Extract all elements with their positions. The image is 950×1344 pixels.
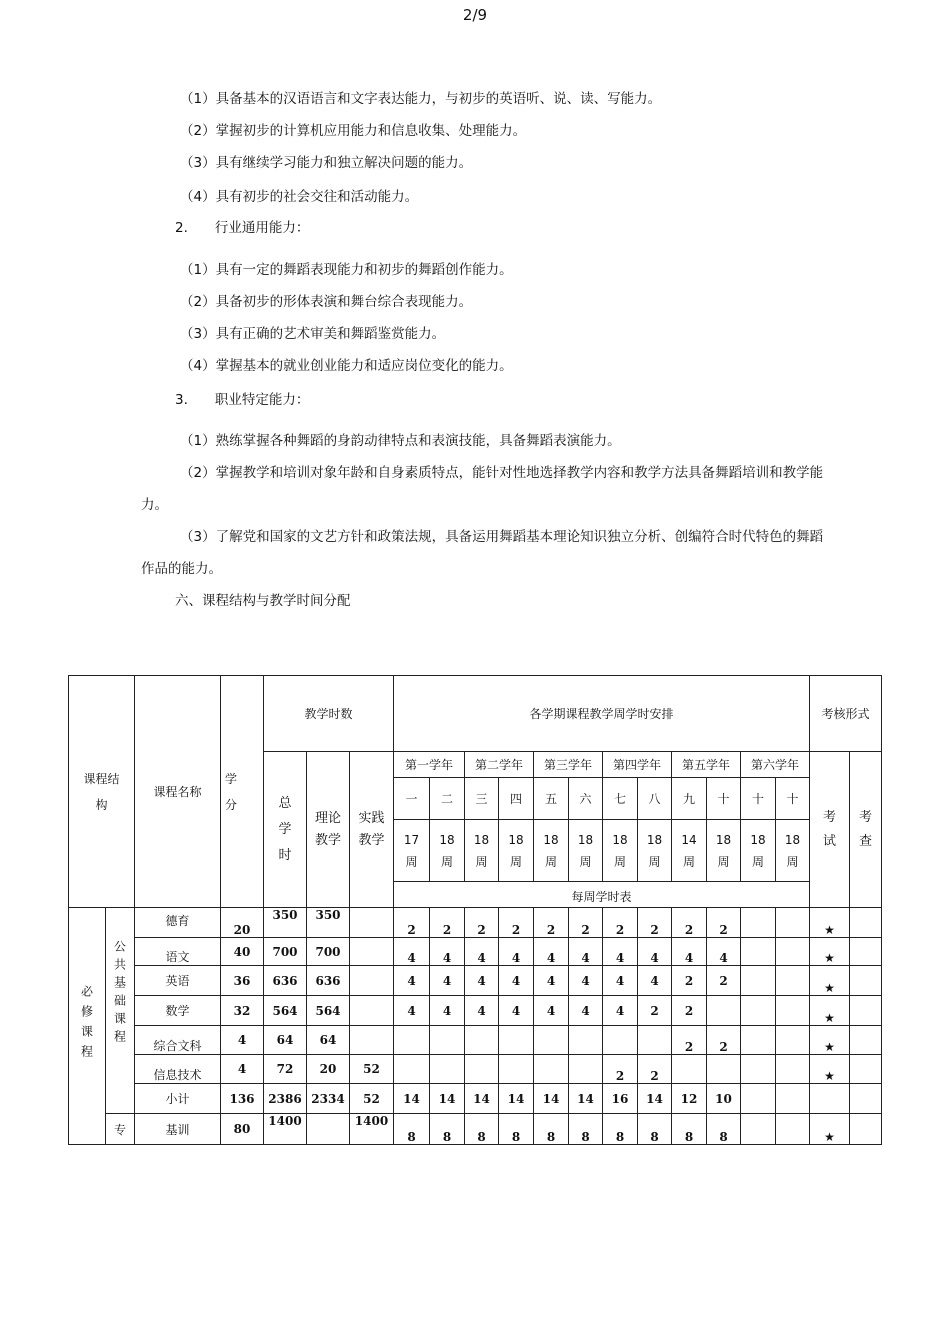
credits-cell: 80 [221,1114,264,1145]
header-check: 考查 [850,752,882,908]
term-hours-cell [465,1026,499,1055]
credits-cell: 4 [221,1026,264,1055]
paragraph-line: （4）掌握基本的就业创业能力和适应岗位变化的能力。 [180,358,513,374]
term-hours-cell: 2 [638,908,672,938]
credits-cell: 4 [221,1055,264,1084]
term-hours-cell: 4 [638,938,672,966]
exam-mark: ★ [810,908,850,938]
paragraph-line: （3）了解党和国家的文艺方针和政策法规，具备运用舞蹈基本理论知识独立分析、创编符合时代特色的舞蹈 [180,529,824,545]
paragraph-line: 力。 [141,497,168,513]
theory-hours-cell: 564 [307,996,350,1026]
term-cell: 七 [603,778,638,820]
term-hours-cell [499,1055,534,1084]
category-required: 必修课程 [69,908,106,1145]
term-hours-cell [430,1026,465,1055]
term-hours-cell: 2 [603,908,638,938]
term-hours-cell [776,966,810,996]
term-cell: 十 [776,778,810,820]
term-hours-cell [603,1026,638,1055]
paragraph-line: （3）具有正确的艺术审美和舞蹈鉴赏能力。 [180,326,446,342]
year-3: 第三学年 [534,752,603,778]
table-row [69,966,882,996]
week-cell: 18周 [430,820,465,882]
term-hours-cell: 4 [430,996,465,1026]
category-public: 公共基础课程 [106,908,135,1084]
term-hours-cell: 2 [603,1055,638,1084]
term-hours-cell [394,1055,430,1084]
term-cell: 九 [672,778,707,820]
total-hours-cell: 350 [264,908,307,938]
course-name: 信息技术 [135,1055,221,1084]
term-hours-cell: 2 [638,1055,672,1084]
check-mark [850,1055,882,1084]
paragraph-line: 作品的能力。 [141,561,222,577]
term-hours-cell [707,1055,741,1084]
term-hours-cell [638,1026,672,1055]
exam-mark: ★ [810,938,850,966]
category-public-cont [106,1084,135,1114]
check-mark [850,908,882,938]
course-name: 基训 [135,1114,221,1145]
practice-hours-cell [350,966,394,996]
term-hours-cell: 2 [499,908,534,938]
term-hours-cell: 2 [672,966,707,996]
term-hours-cell: 8 [672,1114,707,1145]
category-major: 专 [106,1114,135,1145]
year-2: 第二学年 [465,752,534,778]
term-hours-cell [672,1055,707,1084]
term-hours-cell [741,1026,776,1055]
term-hours-cell: 2 [534,908,569,938]
term-hours-cell: 2 [638,996,672,1026]
header-theory: 理论教学 [307,752,350,908]
week-cell: 18周 [465,820,499,882]
term-hours-cell: 14 [465,1084,499,1114]
table-row [69,1084,882,1114]
practice-hours-cell: 52 [350,1084,394,1114]
term-hours-cell: 14 [430,1084,465,1114]
term-hours-cell: 8 [465,1114,499,1145]
term-hours-cell: 8 [499,1114,534,1145]
paragraph-line: （1）具备基本的汉语语言和文字表达能力，与初步的英语听、说、读、写能力。 [180,91,662,107]
total-hours-cell: 2386 [264,1084,307,1114]
term-cell: 六 [569,778,603,820]
check-mark [850,1084,882,1114]
exam-mark [810,1084,850,1114]
term-cell: 一 [394,778,430,820]
practice-hours-cell [350,908,394,938]
paragraph-line: （1）熟练掌握各种舞蹈的身韵动律特点和表演技能，具备舞蹈表演能力。 [180,433,621,449]
check-mark [850,996,882,1026]
term-hours-cell: 4 [638,966,672,996]
theory-hours-cell: 2334 [307,1084,350,1114]
paragraph-line: （3）具有继续学习能力和独立解决问题的能力。 [180,155,473,171]
year-1: 第一学年 [394,752,465,778]
table-row [69,1114,882,1145]
term-hours-cell: 4 [499,966,534,996]
practice-hours-cell: 52 [350,1055,394,1084]
term-hours-cell: 4 [603,996,638,1026]
course-table [68,675,882,1145]
practice-hours-cell [350,1026,394,1055]
total-hours-cell: 72 [264,1055,307,1084]
check-mark [850,966,882,996]
week-cell: 18周 [569,820,603,882]
paragraph-line: （2）掌握教学和培训对象年龄和自身素质特点，能针对性地选择教学内容和教学方法具备舞蹈培训和教学能 [180,465,824,481]
total-hours-cell: 564 [264,996,307,1026]
total-hours-cell: 636 [264,966,307,996]
term-hours-cell: 4 [465,938,499,966]
course-name: 语文 [135,938,221,966]
week-cell: 18周 [603,820,638,882]
paragraph-line: （2）具备初步的形体表演和舞台综合表现能力。 [180,294,473,310]
term-hours-cell: 4 [394,966,430,996]
term-hours-cell: 2 [569,908,603,938]
term-hours-cell: 14 [499,1084,534,1114]
term-hours-cell: 4 [499,996,534,1026]
term-hours-cell: 4 [603,966,638,996]
term-hours-cell: 8 [534,1114,569,1145]
term-hours-cell: 4 [603,938,638,966]
year-6: 第六学年 [741,752,810,778]
course-name: 德育 [135,908,221,938]
total-hours-cell: 1400 [264,1114,307,1145]
term-hours-cell: 4 [569,966,603,996]
term-hours-cell [741,1114,776,1145]
header-assessment: 考核形式 [810,676,882,752]
term-cell: 三 [465,778,499,820]
term-hours-cell: 4 [394,996,430,1026]
paragraph-line: 2. 行业通用能力： [175,220,310,236]
term-hours-cell [569,1055,603,1084]
term-hours-cell: 8 [569,1114,603,1145]
term-hours-cell [430,1055,465,1084]
theory-hours-cell: 64 [307,1026,350,1055]
term-hours-cell: 4 [430,966,465,996]
term-hours-cell: 2 [707,908,741,938]
table-row [69,938,882,966]
theory-hours-cell: 636 [307,966,350,996]
credits-cell: 32 [221,996,264,1026]
check-mark [850,1114,882,1145]
term-hours-cell [776,1114,810,1145]
term-hours-cell: 4 [499,938,534,966]
term-cell: 十 [741,778,776,820]
paragraph-line: 3. 职业特定能力： [175,392,310,408]
term-hours-cell: 2 [672,1026,707,1055]
term-hours-cell: 8 [430,1114,465,1145]
exam-mark: ★ [810,1026,850,1055]
table-row [69,908,882,938]
term-hours-cell [776,1026,810,1055]
term-hours-cell: 14 [394,1084,430,1114]
table-row [69,1026,882,1055]
term-hours-cell: 2 [707,1026,741,1055]
total-hours-cell: 700 [264,938,307,966]
term-hours-cell [741,938,776,966]
header-total-hours: 总学时 [264,752,307,908]
term-hours-cell: 4 [465,966,499,996]
term-hours-cell: 2 [672,908,707,938]
term-hours-cell: 4 [465,996,499,1026]
paragraph-line: （2）掌握初步的计算机应用能力和信息收集、处理能力。 [180,123,527,139]
header-exam: 考试 [810,752,850,908]
credits-cell: 136 [221,1084,264,1114]
header-structure: 课程结构 [69,676,135,908]
term-hours-cell [741,966,776,996]
term-hours-cell [394,1026,430,1055]
term-hours-cell: 8 [638,1114,672,1145]
check-mark [850,1026,882,1055]
practice-hours-cell [350,938,394,966]
term-hours-cell [776,938,810,966]
term-hours-cell: 16 [603,1084,638,1114]
theory-hours-cell [307,1114,350,1145]
term-hours-cell: 2 [394,908,430,938]
course-name: 英语 [135,966,221,996]
header-credits: 学分 [221,676,264,908]
week-cell: 18周 [707,820,741,882]
term-hours-cell: 4 [430,938,465,966]
exam-mark: ★ [810,1055,850,1084]
term-hours-cell: 4 [394,938,430,966]
term-cell: 十 [707,778,741,820]
theory-hours-cell: 700 [307,938,350,966]
term-hours-cell [741,996,776,1026]
term-hours-cell [776,996,810,1026]
check-mark [850,938,882,966]
term-hours-cell [776,1084,810,1114]
term-cell: 四 [499,778,534,820]
term-hours-cell: 4 [534,966,569,996]
term-hours-cell: 10 [707,1084,741,1114]
term-cell: 二 [430,778,465,820]
year-4: 第四学年 [603,752,672,778]
header-course-name: 课程名称 [135,676,221,908]
week-cell: 18周 [638,820,672,882]
term-hours-cell: 8 [707,1114,741,1145]
term-hours-cell: 2 [465,908,499,938]
credits-cell: 20 [221,908,264,938]
term-hours-cell: 8 [394,1114,430,1145]
term-hours-cell: 14 [638,1084,672,1114]
table-row [69,1055,882,1084]
term-hours-cell [499,1026,534,1055]
course-name: 小计 [135,1084,221,1114]
term-hours-cell [776,1055,810,1084]
week-cell: 14周 [672,820,707,882]
page-number: 2/9 [462,6,488,24]
week-cell: 18周 [534,820,569,882]
weekly-hours-label: 每周学时表 [394,882,810,908]
term-hours-cell: 4 [569,938,603,966]
theory-hours-cell: 20 [307,1055,350,1084]
theory-hours-cell: 350 [307,908,350,938]
exam-mark: ★ [810,1114,850,1145]
term-hours-cell: 8 [603,1114,638,1145]
week-cell: 18周 [741,820,776,882]
term-hours-cell: 14 [534,1084,569,1114]
total-hours-cell: 64 [264,1026,307,1055]
credits-cell: 40 [221,938,264,966]
course-name: 综合文科 [135,1026,221,1055]
year-5: 第五学年 [672,752,741,778]
term-hours-cell [741,1084,776,1114]
week-cell: 17周 [394,820,430,882]
paragraph-line: 六、课程结构与教学时间分配 [175,593,351,609]
week-cell: 18周 [776,820,810,882]
term-hours-cell: 4 [672,938,707,966]
term-hours-cell [707,996,741,1026]
term-hours-cell: 4 [534,938,569,966]
term-cell: 八 [638,778,672,820]
credits-cell: 36 [221,966,264,996]
term-hours-cell [741,908,776,938]
term-hours-cell: 2 [672,996,707,1026]
term-cell: 五 [534,778,569,820]
table-row [69,996,882,1026]
term-hours-cell: 4 [707,938,741,966]
term-hours-cell: 4 [534,996,569,1026]
week-cell: 18周 [499,820,534,882]
term-hours-cell [534,1026,569,1055]
term-hours-cell: 2 [430,908,465,938]
practice-hours-cell [350,996,394,1026]
paragraph-line: （4）具有初步的社会交往和活动能力。 [180,189,419,205]
paragraph-line: （1）具有一定的舞蹈表现能力和初步的舞蹈创作能力。 [180,262,513,278]
header-practice: 实践教学 [350,752,394,908]
term-hours-cell [741,1055,776,1084]
term-hours-cell [569,1026,603,1055]
term-hours-cell [776,908,810,938]
term-hours-cell [534,1055,569,1084]
header-hours: 教学时数 [264,676,394,752]
term-hours-cell: 12 [672,1084,707,1114]
practice-hours-cell: 1400 [350,1114,394,1145]
exam-mark: ★ [810,996,850,1026]
term-hours-cell: 4 [569,996,603,1026]
exam-mark: ★ [810,966,850,996]
header-schedule: 各学期课程教学周学时安排 [394,676,810,752]
term-hours-cell [465,1055,499,1084]
course-name: 数学 [135,996,221,1026]
term-hours-cell: 2 [707,966,741,996]
term-hours-cell: 14 [569,1084,603,1114]
